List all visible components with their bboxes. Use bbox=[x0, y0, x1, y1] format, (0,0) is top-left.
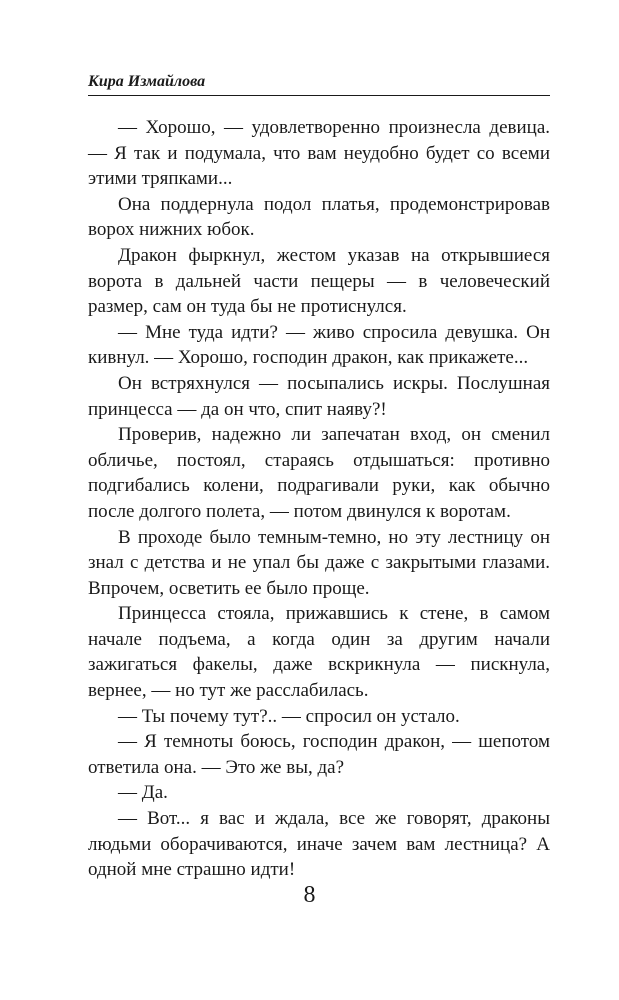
paragraph: — Ты почему тут?.. — спросил он устало. bbox=[118, 705, 460, 727]
running-header bbox=[88, 72, 550, 96]
paragraph: Проверив, надежно ли запечатан вход, он сменил обличье, постоял, стараясь отдышаться: противно подгибались колени, подрагивали руки, как обычно после долгого полета, — потом двинулся к воротам. bbox=[88, 424, 550, 522]
paragraph: Она поддернула подол платья, продемонстрировав ворох нижних юбок. bbox=[88, 193, 550, 241]
paragraph: — Я темноты боюсь, господин дракон, — шепотом ответила она. — Это же вы, да? bbox=[88, 731, 550, 778]
paragraph: — Вот... я вас и ждала, все же говорят, драконы людьми оборачиваются, иначе зачем вам лестница? А одной мне страшно идти! bbox=[88, 808, 550, 881]
paragraph: Принцесса стояла, прижавшись к стене, в самом начале подъема, а когда один за другим начали зажигаться факелы, даже вскрикнула — пискнула, вернее, — но тут же расслабилась. bbox=[88, 603, 550, 702]
paragraph: Дракон фыркнул, жестом указав на открывшиеся ворота в дальней части пещеры — в человеческий размер, сам он туда бы не протиснулся. bbox=[88, 244, 550, 318]
header-rule bbox=[88, 95, 550, 96]
paragraph: Он встряхнулся — посыпались искры. Послушная принцесса — да он что, спит наяву?! bbox=[88, 372, 550, 420]
paragraph: — Да. bbox=[118, 782, 168, 804]
paragraph: — Мне туда идти? — живо спросила девушка. Он кивнул. — Хорошо, господин дракон, как прикажете... bbox=[88, 321, 550, 369]
page-number: 8 bbox=[303, 882, 316, 908]
header-author: Кира Измайлова bbox=[88, 73, 206, 90]
paragraph: В проходе было темным-темно, но эту лестницу он знал с детства и не упал бы даже с закрытыми глазами. Впрочем, осветить ее было проще. bbox=[88, 526, 550, 599]
body-text bbox=[88, 115, 550, 883]
paragraph: — Хорошо, — удовлетворенно произнесла девица. — Я так и подумала, что вам неудобно будет со всеми этими тряпками... bbox=[88, 117, 550, 190]
